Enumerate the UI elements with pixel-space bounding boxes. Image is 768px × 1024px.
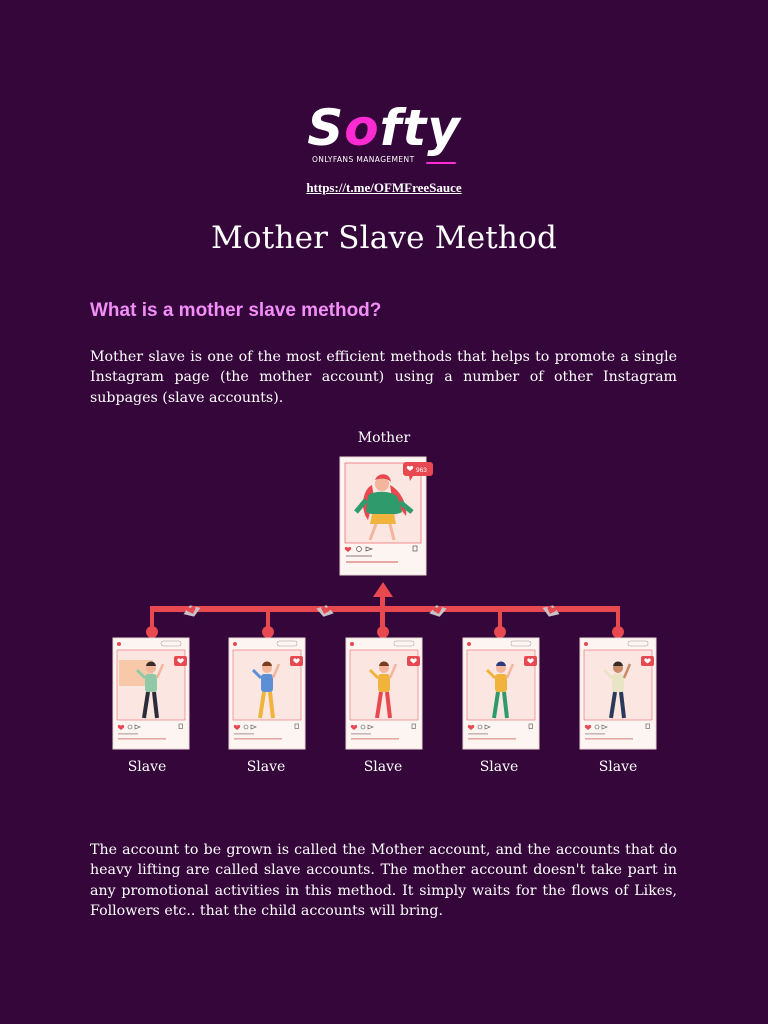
slave-post-card — [113, 638, 189, 749]
page-title: Mother Slave Method — [210, 220, 557, 256]
connector-node — [262, 626, 274, 638]
connector-node — [146, 626, 158, 638]
connector-node — [494, 626, 506, 638]
like-count: 963 — [416, 467, 427, 474]
profile-avatar-icon — [233, 642, 237, 646]
slave-post-card — [463, 638, 539, 749]
slave-post-card — [229, 638, 305, 749]
slave-label: Slave — [363, 759, 403, 775]
slave-cards — [113, 638, 656, 749]
connector-node — [612, 626, 624, 638]
profile-avatar-icon — [584, 642, 588, 646]
up-arrow-icon — [373, 582, 393, 597]
mother-post-card — [340, 457, 433, 575]
connector-stem — [380, 592, 385, 632]
slave-label: Slave — [127, 759, 167, 775]
connector-node — [377, 626, 389, 638]
telegram-link[interactable]: https://t.me/OFMFreeSauce — [306, 180, 462, 195]
slave-post-card — [580, 638, 656, 749]
explanation-paragraph: The account to be grown is called the Mother account, and the accounts that do heavy lifting are called slave accounts. The mother account doesn't take part in any promotional activities in this method. It simply waits for the flows of Likes, Followers etc.. that the child accounts will bring. — [90, 842, 677, 919]
slave-label: Slave — [598, 759, 638, 775]
slave-label: Slave — [246, 759, 286, 775]
logo-wordmark: Softy — [307, 99, 461, 157]
profile-avatar-icon — [467, 642, 471, 646]
mother-label: Mother — [357, 430, 411, 446]
slave-label: Slave — [479, 759, 519, 775]
logo-subtitle: ONLYFANS MANAGEMENT — [312, 155, 415, 164]
profile-avatar-icon — [350, 642, 354, 646]
section-heading: What is a mother slave method? — [90, 300, 382, 321]
slave-post-card — [346, 638, 422, 749]
intro-paragraph: Mother slave is one of the most efficient methods that helps to promote a single Instagram page (the mother account) using a number of other Instagram subpages (slave accounts). — [90, 349, 677, 406]
profile-avatar-icon — [117, 642, 121, 646]
